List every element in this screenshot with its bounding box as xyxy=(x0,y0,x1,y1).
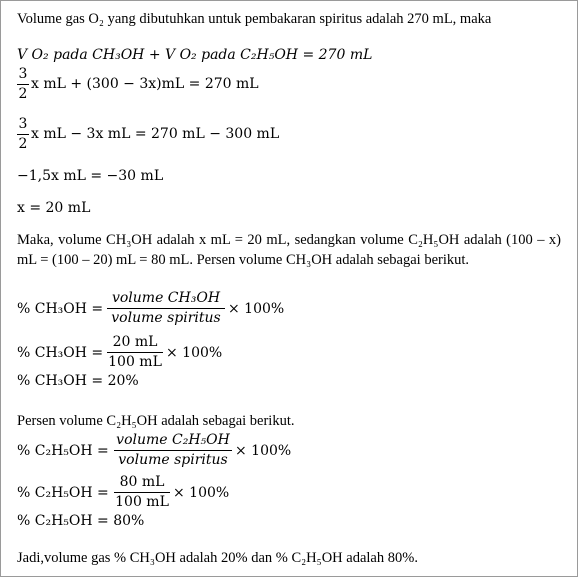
paragraph-volumes: Maka, volume CH₃OH adalah x mL = 20 mL, sedangkan volume C₂H₅OH adalah (100 – x) mL = (100 – 20) mL = 80 mL. Persen volume CH₃OH adalah sebagai berikut. xyxy=(17,232,561,268)
fraction-80-100: 80 mL 100 mL xyxy=(115,474,169,510)
ethanol-percent-formula: % C₂H₅OH = volume C₂H₅OH volume spiritus × 100% xyxy=(17,432,292,468)
equation-rest: x mL + (300 − 3x)mL = 270 mL xyxy=(31,76,259,92)
fraction-volume-ratio: volume C₂H₅OH volume spiritus xyxy=(114,432,232,469)
fraction-20-100: 20 mL 100 mL xyxy=(108,334,162,370)
intro-text: Volume gas O₂ yang dibutuhkan untuk pembakaran spiritus adalah 270 mL, maka xyxy=(17,11,492,27)
equation-rest: x mL − 3x mL = 270 mL − 300 mL xyxy=(31,126,280,142)
methanol-percent-formula: % CH₃OH = volume CH₃OH volume spiritus × 100% xyxy=(17,290,285,326)
equation-fraction-1 xyxy=(17,66,417,102)
equation-result-x: x = 20 mL xyxy=(17,200,91,216)
equation-fraction-2 xyxy=(17,116,417,152)
fraction-3-2: 3 2 xyxy=(18,66,28,102)
methanol-percent-values: % CH₃OH = 20 mL 100 mL × 100% xyxy=(17,334,223,370)
conclusion-text: Jadi,volume gas % CH₃OH adalah 20% dan % C₂H₅OH adalah 80%. xyxy=(17,550,418,566)
ethanol-percent-result: % C₂H₅OH = 80% xyxy=(17,513,145,529)
ethanol-percent-values: % C₂H₅OH = 80 mL 100 mL × 100% xyxy=(17,474,230,510)
equation-coefficient: −1,5x mL = −30 mL xyxy=(17,168,164,184)
methanol-percent-result: % CH₃OH = 20% xyxy=(17,373,139,389)
paragraph-ethanol: Persen volume C₂H₅OH adalah sebagai berikut. xyxy=(17,413,295,429)
fraction-3-2: 3 2 xyxy=(18,116,28,152)
fraction-volume-ratio: volume CH₃OH volume spiritus xyxy=(107,290,225,327)
equation-sum: V O₂ pada CH₃OH + V O₂ pada C₂H₅OH = 270 mL xyxy=(17,47,373,63)
